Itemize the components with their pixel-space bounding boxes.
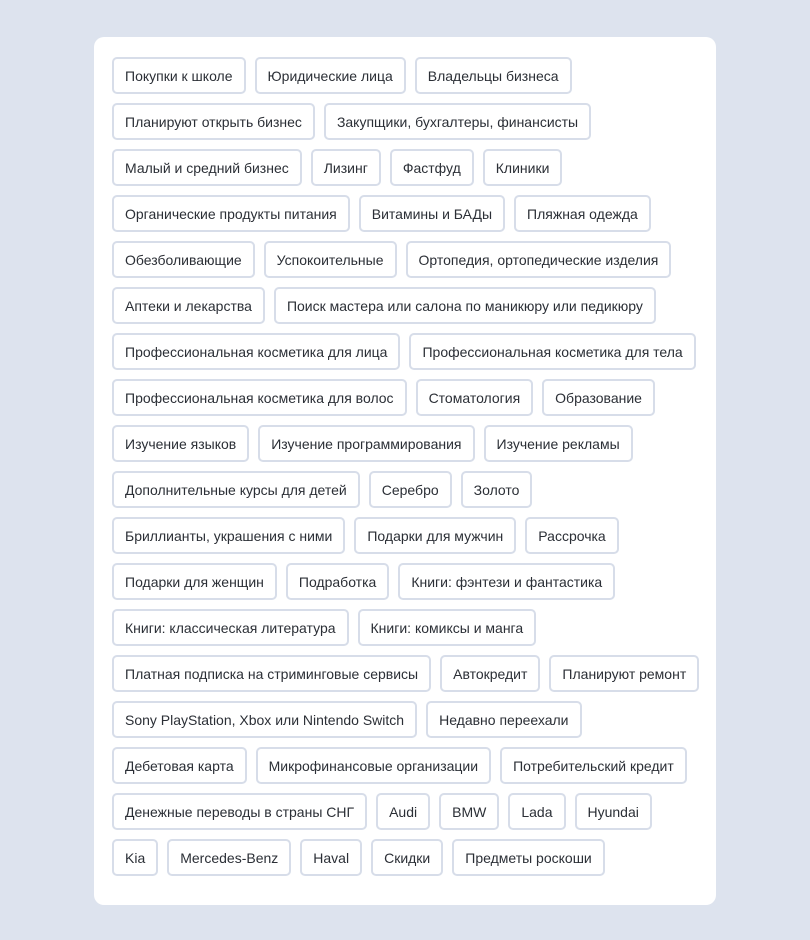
interest-tag[interactable]: Платная подписка на стриминговые сервисы xyxy=(112,655,431,692)
tag-row xyxy=(112,195,716,232)
tag-row xyxy=(112,517,716,554)
interest-tag[interactable]: Скидки xyxy=(371,839,443,876)
interest-tag[interactable]: Недавно переехали xyxy=(426,701,581,738)
tag-row xyxy=(112,701,716,738)
interest-tag[interactable]: Книги: фэнтези и фантастика xyxy=(398,563,615,600)
interest-tag[interactable]: Hyundai xyxy=(575,793,652,830)
interest-tag[interactable]: Потребительский кредит xyxy=(500,747,687,784)
interest-tag[interactable]: Рассрочка xyxy=(525,517,618,554)
interest-tag[interactable]: Серебро xyxy=(369,471,452,508)
interest-tag[interactable]: Микрофинансовые организации xyxy=(256,747,491,784)
interest-tag[interactable]: Профессиональная косметика для волос xyxy=(112,379,407,416)
interest-tag[interactable]: Изучение рекламы xyxy=(484,425,633,462)
tag-list xyxy=(112,57,716,876)
interest-tag[interactable]: Автокредит xyxy=(440,655,540,692)
interest-tag[interactable]: Малый и средний бизнес xyxy=(112,149,302,186)
tag-row xyxy=(112,471,716,508)
interest-tag[interactable]: Подарки для мужчин xyxy=(354,517,516,554)
interest-tag[interactable]: Владельцы бизнеса xyxy=(415,57,572,94)
interest-tag[interactable]: Пляжная одежда xyxy=(514,195,651,232)
interest-tag[interactable]: Золото xyxy=(461,471,533,508)
tag-row xyxy=(112,839,716,876)
interest-tag[interactable]: Ортопедия, ортопедические изделия xyxy=(406,241,672,278)
interest-tag[interactable]: Дебетовая карта xyxy=(112,747,247,784)
tag-row xyxy=(112,747,716,784)
interest-tag[interactable]: Клиники xyxy=(483,149,563,186)
tag-row xyxy=(112,609,716,646)
interest-tag[interactable]: Дополнительные курсы для детей xyxy=(112,471,360,508)
interest-tag[interactable]: Профессиональная косметика для тела xyxy=(409,333,695,370)
interest-tag[interactable]: Планируют ремонт xyxy=(549,655,699,692)
interest-tag[interactable]: Kia xyxy=(112,839,158,876)
interest-tag[interactable]: Фастфуд xyxy=(390,149,474,186)
interest-tag[interactable]: Аптеки и лекарства xyxy=(112,287,265,324)
interest-tag[interactable]: BMW xyxy=(439,793,499,830)
interest-tag[interactable]: Haval xyxy=(300,839,362,876)
interest-tag[interactable]: Audi xyxy=(376,793,430,830)
tag-row xyxy=(112,379,716,416)
interest-tag[interactable]: Органические продукты питания xyxy=(112,195,350,232)
interest-tag[interactable]: Закупщики, бухгалтеры, финансисты xyxy=(324,103,591,140)
interest-tag[interactable]: Денежные переводы в страны СНГ xyxy=(112,793,367,830)
interest-tag[interactable]: Изучение языков xyxy=(112,425,249,462)
interest-tag[interactable]: Бриллианты, украшения с ними xyxy=(112,517,345,554)
tag-row xyxy=(112,425,716,462)
tag-row xyxy=(112,793,716,830)
tag-row xyxy=(112,103,716,140)
interest-tag[interactable]: Книги: классическая литература xyxy=(112,609,349,646)
interest-tag[interactable]: Книги: комиксы и манга xyxy=(358,609,537,646)
tag-row xyxy=(112,333,716,370)
tag-row xyxy=(112,241,716,278)
interest-tag[interactable]: Обезболивающие xyxy=(112,241,255,278)
tag-row xyxy=(112,563,716,600)
tag-row xyxy=(112,149,716,186)
interest-tag[interactable]: Покупки к школе xyxy=(112,57,246,94)
interest-tag[interactable]: Изучение программирования xyxy=(258,425,474,462)
interest-tag[interactable]: Поиск мастера или салона по маникюру или педикюру xyxy=(274,287,656,324)
interest-tag[interactable]: Профессиональная косметика для лица xyxy=(112,333,400,370)
interest-tag[interactable]: Стоматология xyxy=(416,379,534,416)
interest-tag[interactable]: Подарки для женщин xyxy=(112,563,277,600)
interest-tag[interactable]: Юридические лица xyxy=(255,57,406,94)
interests-card xyxy=(94,37,716,905)
interest-tag[interactable]: Планируют открыть бизнес xyxy=(112,103,315,140)
interest-tag[interactable]: Lada xyxy=(508,793,565,830)
interest-tag[interactable]: Образование xyxy=(542,379,655,416)
interest-tag[interactable]: Sony PlayStation, Xbox или Nintendo Switch xyxy=(112,701,417,738)
tag-row xyxy=(112,287,716,324)
interest-tag[interactable]: Успокоительные xyxy=(264,241,397,278)
tag-row xyxy=(112,57,716,94)
interest-tag[interactable]: Mercedes-Benz xyxy=(167,839,291,876)
tag-row xyxy=(112,655,716,692)
interest-tag[interactable]: Лизинг xyxy=(311,149,381,186)
interest-tag[interactable]: Витамины и БАДы xyxy=(359,195,505,232)
interest-tag[interactable]: Подработка xyxy=(286,563,389,600)
interest-tag[interactable]: Предметы роскоши xyxy=(452,839,605,876)
